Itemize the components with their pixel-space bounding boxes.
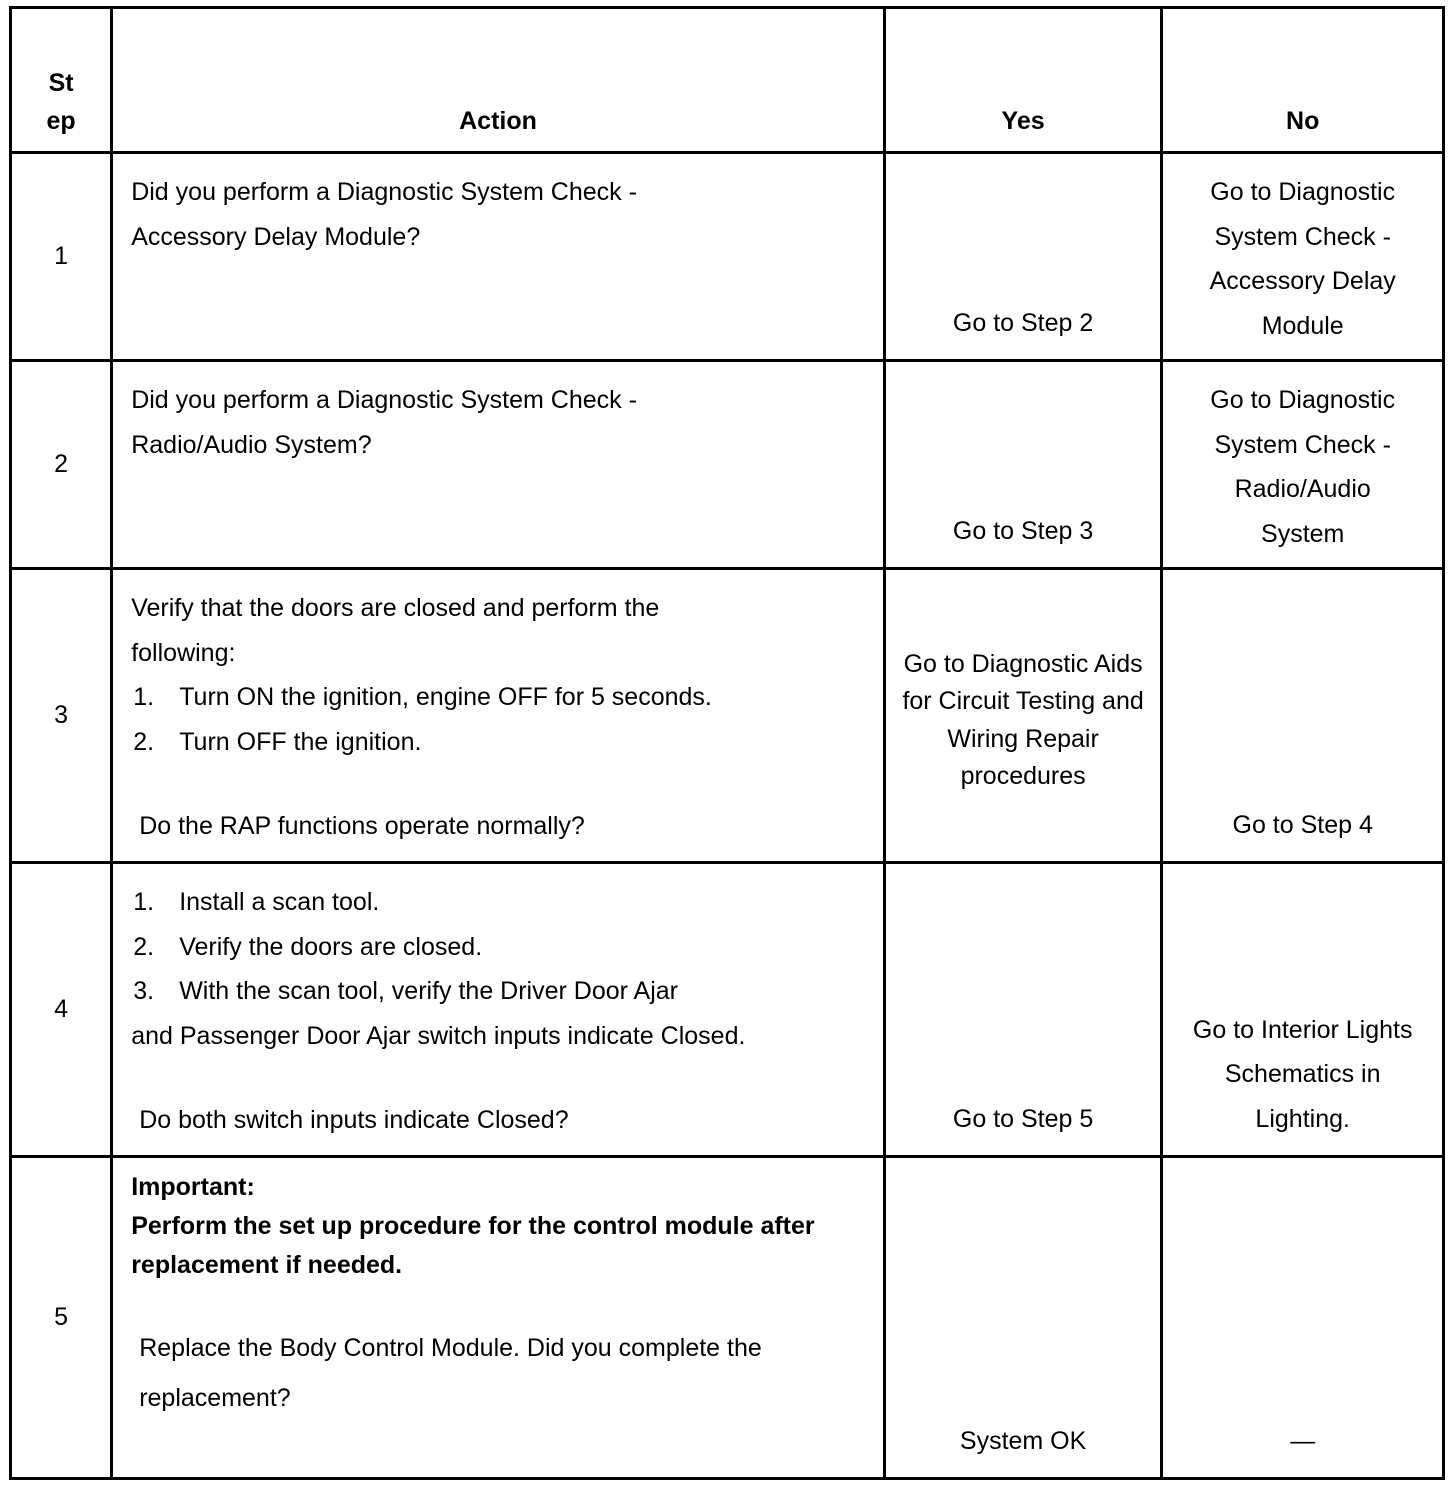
yes-cell: System OK bbox=[884, 1157, 1162, 1479]
action-text: Did you perform a Diagnostic System Check - Radio/Audio System? bbox=[131, 386, 637, 459]
action-text: Did you perform a Diagnostic System Check - Accessory Delay Module? bbox=[131, 178, 637, 251]
important-text: Perform the set up procedure for the control module after replacement if needed. bbox=[131, 1212, 815, 1279]
list-text: Verify the doors are closed. bbox=[179, 932, 483, 961]
yes-cell: Go to Step 5 bbox=[884, 863, 1162, 1157]
list-number: 1. bbox=[133, 888, 155, 916]
yes-cell: Go to Diagnostic Aids for Circuit Testing and Wiring Repair procedures bbox=[884, 569, 1162, 863]
action-question: Replace the Body Control Module. Did you complete the replacement? bbox=[139, 1334, 762, 1412]
header-step: St ep bbox=[11, 8, 112, 153]
table-row bbox=[11, 361, 1444, 569]
step-number: 5 bbox=[11, 1157, 112, 1479]
header-no: No bbox=[1162, 8, 1444, 153]
action-cell bbox=[112, 569, 885, 863]
list-number: 2. bbox=[133, 932, 155, 961]
list-item bbox=[131, 675, 871, 720]
list-item bbox=[131, 925, 871, 970]
action-continuation: and Passenger Door Ajar switch inputs indicate Closed. bbox=[131, 1021, 746, 1050]
list-number: 2. bbox=[133, 727, 155, 756]
list-item bbox=[131, 880, 871, 925]
list-item bbox=[131, 720, 871, 765]
table-row bbox=[11, 863, 1444, 1157]
table-row bbox=[11, 569, 1444, 863]
header-row bbox=[11, 8, 1444, 153]
step-number: 3 bbox=[11, 569, 112, 863]
no-cell: Go to Diagnostic System Check - Accessory Delay Module bbox=[1162, 153, 1444, 361]
diagnostic-table bbox=[9, 6, 1445, 1480]
list-text: Install a scan tool. bbox=[179, 888, 380, 916]
list-text: Turn OFF the ignition. bbox=[179, 727, 422, 756]
yes-cell: Go to Step 3 bbox=[884, 361, 1162, 569]
action-cell bbox=[112, 1157, 885, 1479]
list-text: Turn ON the ignition, engine OFF for 5 seconds. bbox=[179, 683, 712, 711]
no-cell: — bbox=[1162, 1157, 1444, 1479]
action-cell bbox=[112, 153, 885, 361]
step-number: 4 bbox=[11, 863, 112, 1157]
list-text: With the scan tool, verify the Driver Door Ajar bbox=[179, 977, 678, 1005]
list-number: 3. bbox=[133, 977, 155, 1005]
yes-cell: Go to Step 2 bbox=[884, 153, 1162, 361]
no-cell: Go to Interior Lights Schematics in Lighting. bbox=[1162, 863, 1444, 1157]
list-number: 1. bbox=[133, 683, 155, 711]
important-label: Important: bbox=[131, 1173, 255, 1201]
action-intro: Verify that the doors are closed and perform the following: bbox=[131, 594, 660, 667]
header-action: Action bbox=[112, 8, 885, 153]
header-yes: Yes bbox=[884, 8, 1162, 153]
table-row bbox=[11, 1157, 1444, 1479]
no-cell: Go to Step 4 bbox=[1162, 569, 1444, 863]
action-cell bbox=[112, 361, 885, 569]
table-row bbox=[11, 153, 1444, 361]
action-question: Do the RAP functions operate normally? bbox=[139, 812, 585, 840]
no-cell: Go to Diagnostic System Check - Radio/Audio System bbox=[1162, 361, 1444, 569]
step-number: 1 bbox=[11, 153, 112, 361]
action-cell bbox=[112, 863, 885, 1157]
step-number: 2 bbox=[11, 361, 112, 569]
action-question: Do both switch inputs indicate Closed? bbox=[139, 1106, 569, 1134]
list-item bbox=[131, 969, 871, 1014]
